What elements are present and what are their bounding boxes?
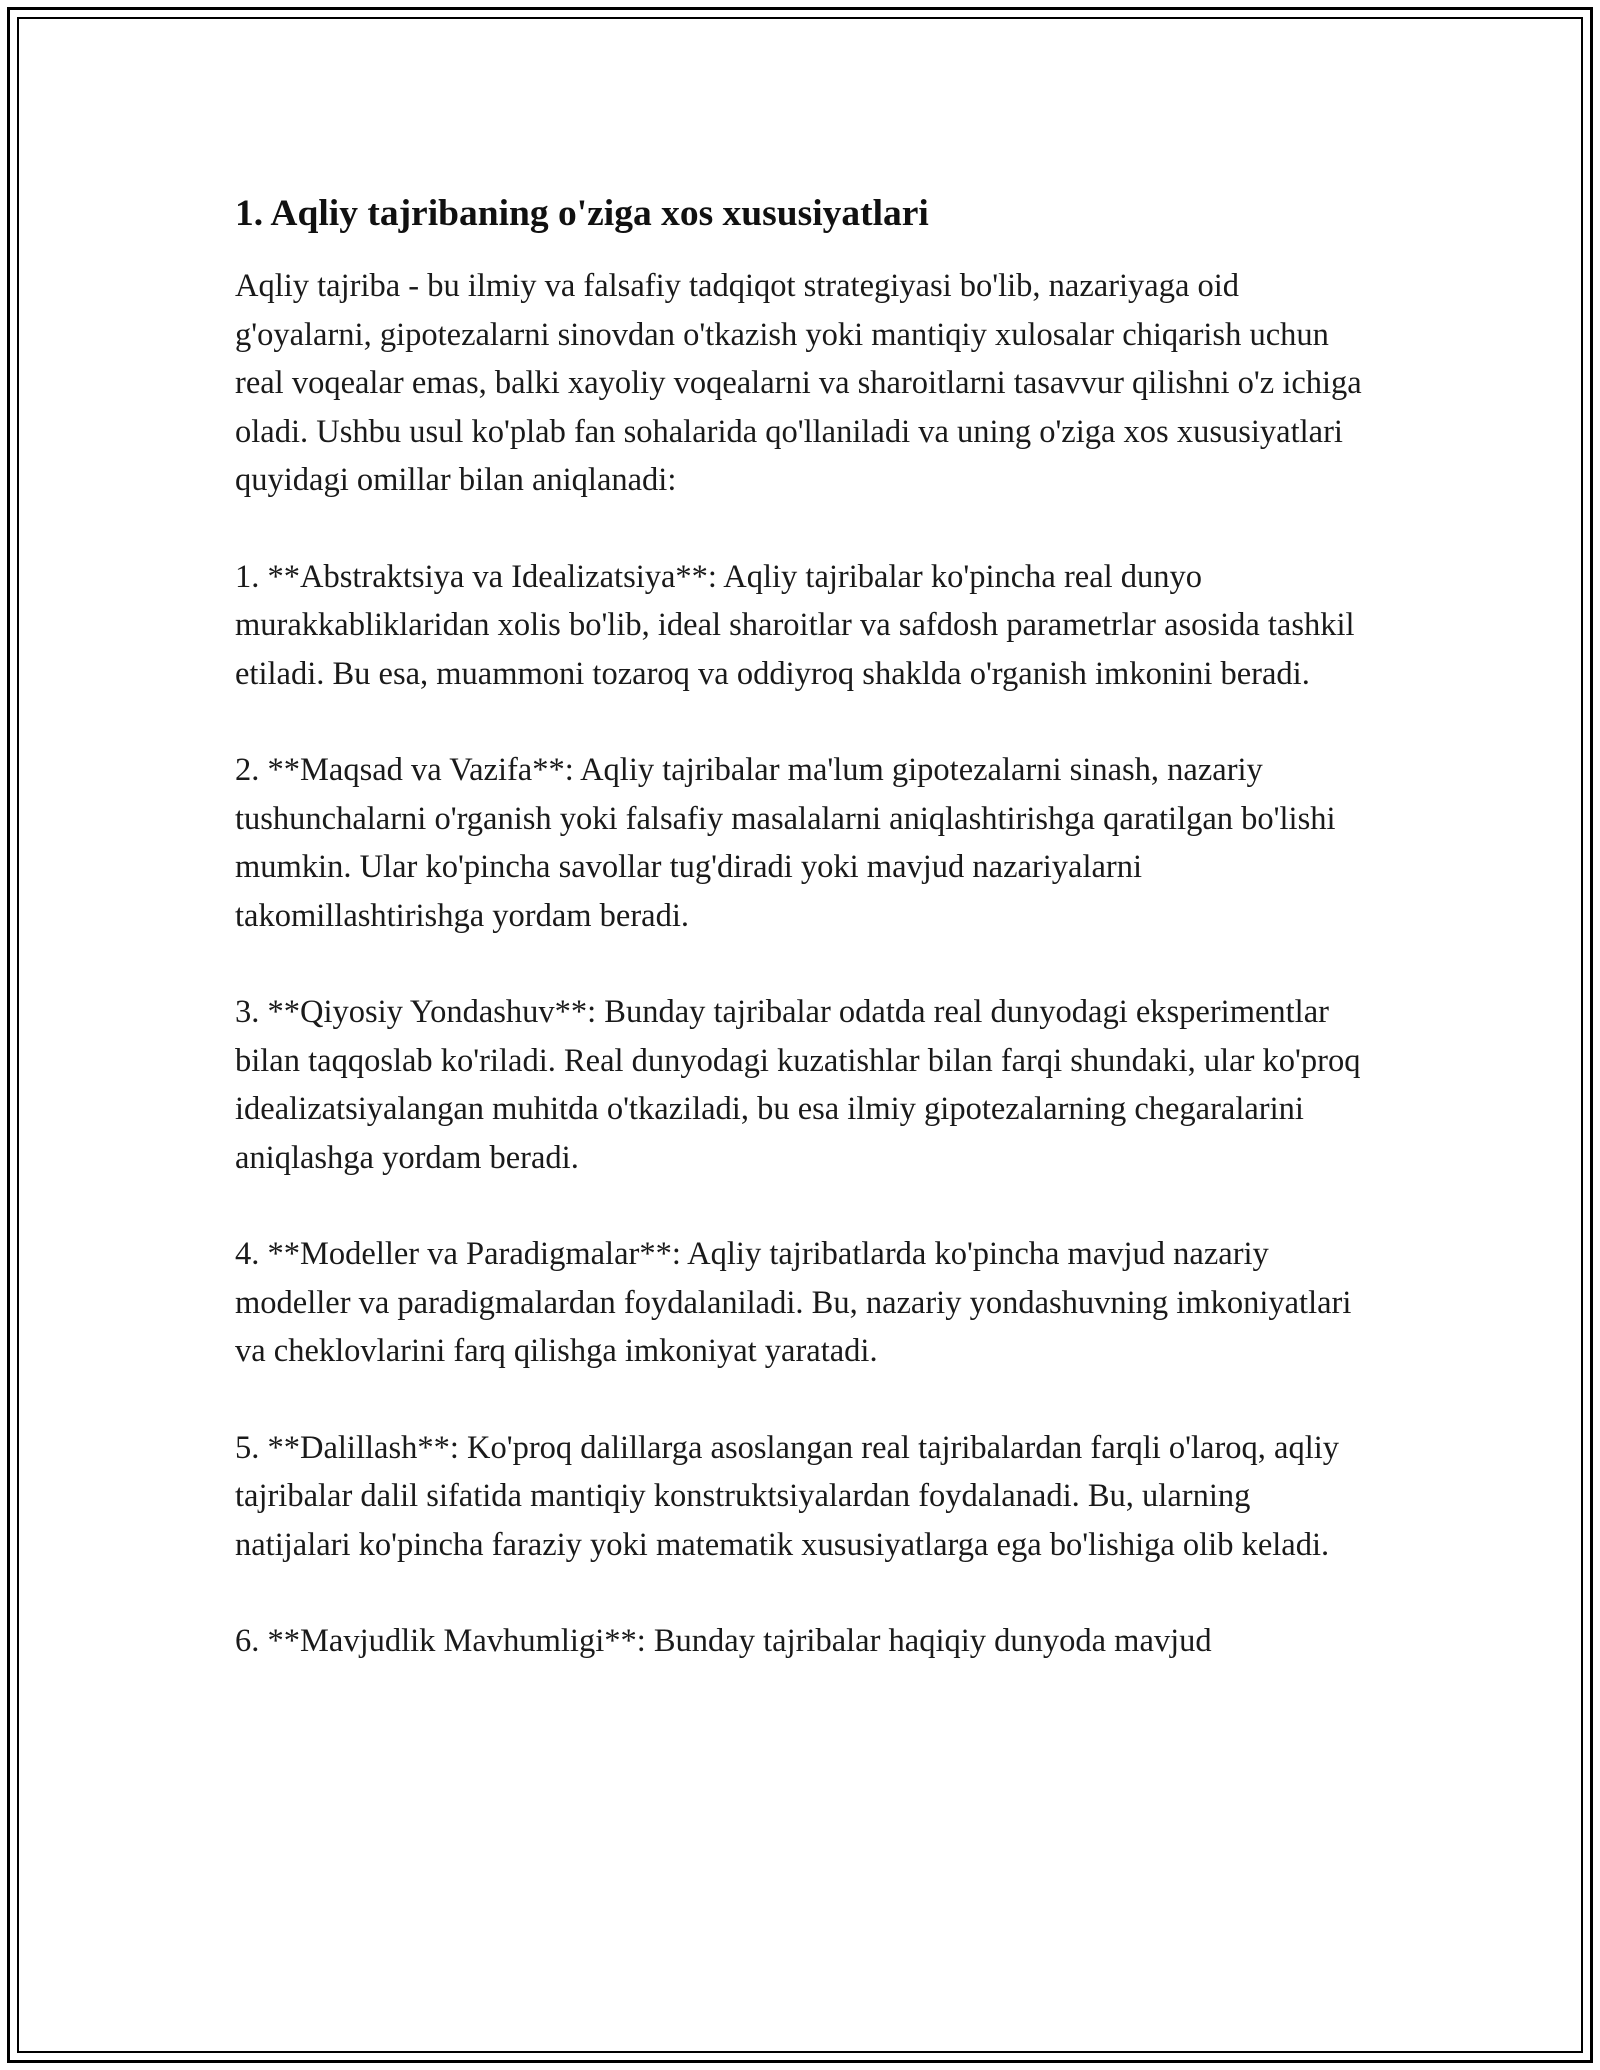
intro-paragraph: Aqliy tajriba - bu ilmiy va falsafiy tadqiqot strategiyasi bo'lib, nazariyaga oid g'oyalarni, gipotezalarni sinovdan o'tkazish yoki mantiqiy xulosalar chiqarish uchun real voqealar emas, balki xayoliy voqealarni va sharoitlarni tasavvur qilishni o'z ichiga oladi. Ushbu usul ko'plab fan sohalarida qo'llaniladi va uning o'ziga xos xususiyatlari quyidagi omillar bilan aniqlanadi:: [235, 268, 1362, 498]
list-item-mavjudlik: 6. **Mavjudlik Mavhumligi**: Bunday tajribalar haqiqiy dunyoda mavjud: [235, 1623, 1212, 1659]
list-item-dalillash: 5. **Dalillash**: Ko'proq dalillarga asoslangan real tajribalardan farqli o'laroq, aqliy tajribalar dalil sifatida mantiqiy konstruktsiyalardan foydalanadi. Bu, ularning natijalari ko'pincha faraziy yoki matematik xususiyatlarga ega bo'lishiga olib keladi.: [235, 1429, 1340, 1563]
list-item-modeller: 4. **Modeller va Paradigmalar**: Aqliy tajribatlarda ko'pincha mavjud nazariy modeller va paradigmalardan foydalaniladi. Bu, nazariy yondashuvning imkoniyatlari va cheklovlarini farq qilishga imkoniyat yaratadi.: [235, 1236, 1352, 1369]
document-body: [235, 188, 1365, 1714]
list-item-qiyosiy: 3. **Qiyosiy Yondashuv**: Bunday tajribalar odatda real dunyodagi eksperimentlar bilan taqqoslab ko'riladi. Real dunyodagi kuzatishlar bilan farqi shundaki, ular ko'proq idealizatsiyalangan muhitda o'tkaziladi, bu esa ilmiy gipotezalarning chegaralarini aniqlashga yordam beradi.: [235, 994, 1361, 1176]
list-item-maqsad: 2. **Maqsad va Vazifa**: Aqliy tajribalar ma'lum gipotezalarni sinash, nazariy tushunchalarni o'rganish yoki falsafiy masalalarni aniqlashtirishga qaratilgan bo'lishi mumkin. Ular ko'pincha savollar tug'diradi yoki mavjud nazariyalarni takomillashtirishga yordam beradi.: [235, 752, 1336, 934]
list-item-abstraktsiya: 1. **Abstraktsiya va Idealizatsiya**: Aqliy tajribalar ko'pincha real dunyo murakkabliklaridan xolis bo'lib, ideal sharoitlar va safdosh parametrlar asosida tashkil etiladi. Bu esa, muammoni tozaroq va oddiyroq shaklda o'rganish imkonini beradi.: [235, 558, 1355, 692]
section-heading: 1. Aqliy tajribaning o'ziga xos xususiyatlari: [235, 193, 929, 234]
